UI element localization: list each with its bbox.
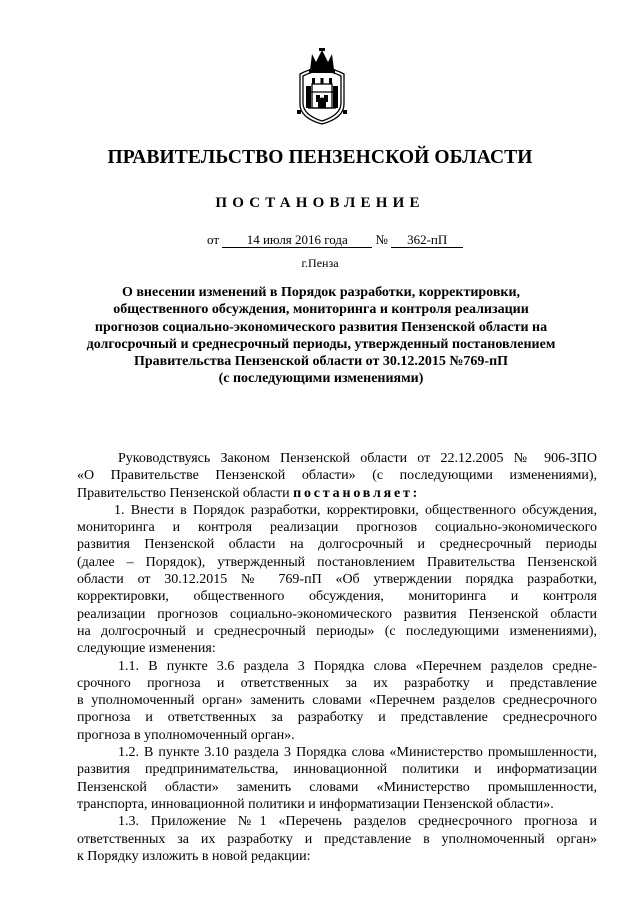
text-line: развития предпринимательства, инновационной политики и информатизации	[77, 762, 597, 778]
text-line: к Порядку изложить в новой редакции:	[77, 848, 311, 864]
title-line: Правительства Пензенской области от 30.12.2015 №769-пП	[133, 354, 509, 370]
title-line: долгосрочный и среднесрочный периоды, утвержденный постановлением	[86, 336, 556, 352]
text-line: реализации прогнозов социально-экономического развития Пензенской области	[77, 606, 597, 622]
text-line: 1.2. В пункте 3.10 раздела 3 Порядка слова «Министерство промышленности,	[118, 745, 597, 761]
title-line: общественного обсуждения, мониторинга и контроля реализации	[113, 302, 529, 318]
text-line	[77, 485, 597, 502]
text-line: (далее – Порядок), утвержденный постановлением Правительства Пензенской	[77, 554, 597, 570]
title-line: (с последующими изменениями)	[218, 371, 424, 387]
text-line: 1.1. В пункте 3.6 раздела 3 Порядка слова «Перечнем разделов средне-	[118, 658, 597, 674]
text-line: 1. Внести в Порядок разработки, корректировки, общественного обсуждения,	[114, 502, 597, 518]
title-line: О внесении изменений в Порядок разработки, корректировки,	[121, 285, 521, 300]
item-1-1-paragraph	[77, 658, 597, 744]
text-line: области от 30.12.2015 № 769-пП «Об утверждении порядка разработки,	[77, 572, 597, 588]
document-date: 14 июля 2016 года	[222, 233, 372, 248]
item-1-paragraph	[77, 502, 597, 658]
document-body	[77, 450, 597, 865]
item-1-3-paragraph	[77, 813, 597, 865]
text-line: «О Правительстве Пензенской области» (с последующими изменениями),	[77, 468, 597, 484]
coat-of-arms-icon	[292, 48, 352, 126]
document-number: 362-пП	[391, 233, 463, 248]
preamble-subject: Правительство Пензенской области	[77, 485, 290, 501]
text-line: срочного прогноза и ответственных за их разработку и представление	[77, 675, 597, 691]
text-line: в уполномоченный орган» заменить словами «Перечнем разделов среднесрочного	[77, 693, 597, 709]
number-prefix: №	[375, 232, 388, 247]
text-line: 1.3. Приложение №1 «Перечень разделов среднесрочного прогноза и	[118, 814, 597, 830]
document-type: ПОСТАНОВЛЕНИЕ	[215, 195, 425, 211]
text-line: мониторинга и контроля реализации прогнозов социально-экономического	[77, 520, 597, 536]
title-line: прогнозов социально-экономического развития Пензенской области на	[94, 319, 548, 335]
decree-word: постановляет:	[293, 485, 421, 501]
text-line: ответственных за их разработку и представление в уполномоченный орган»	[77, 831, 597, 847]
text-line: следующие изменения:	[77, 641, 216, 657]
document-title	[70, 284, 572, 388]
date-prefix: от	[207, 232, 220, 247]
government-name: ПРАВИТЕЛЬСТВО ПЕНЗЕНСКОЙ ОБЛАСТИ	[107, 147, 533, 168]
text-line: Руководствуясь Законом Пензенской области от 22.12.2005 № 906-ЗПО	[118, 451, 597, 466]
date-number-line	[207, 232, 463, 248]
text-line: прогноза в уполномоченный орган».	[77, 727, 295, 743]
text-line: развития Пензенской области на долгосрочный и среднесрочный периоды	[77, 537, 597, 553]
city-name: г.Пенза	[301, 256, 339, 270]
text-line: Пензенской области» заменить словами «Министерство промышленности,	[77, 779, 597, 795]
text-line: корректировки, общественного обсуждения, мониторинга и контроля	[77, 589, 597, 605]
item-1-2-paragraph	[77, 744, 597, 813]
text-line: на долгосрочный и среднесрочный периоды» (с последующими изменениями),	[77, 623, 597, 639]
text-line: транспорта, инновационной политики и информатизации Пензенской области».	[77, 796, 554, 812]
preamble-paragraph	[77, 450, 597, 502]
text-line: прогноза и ответственных за разработку и представление среднесрочного	[77, 710, 597, 726]
